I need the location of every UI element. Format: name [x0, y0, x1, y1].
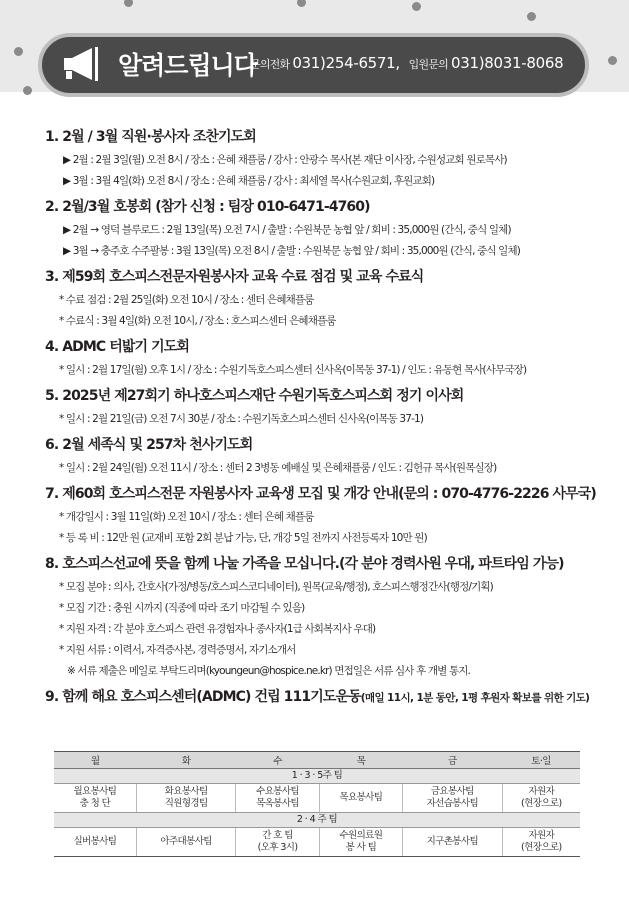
- col-header: 목: [319, 752, 402, 769]
- decor-dot: [608, 56, 617, 65]
- section-3: [45, 268, 605, 328]
- section-item: ▶ 2월 : 2월 3일(월) 오전 8시 / 장소 : 은혜 채플룸 / 강사 : 안광수 목사(본 재단 이사장, 수원성교회 원로목사): [63, 154, 507, 166]
- prayer-schedule-table: [54, 751, 580, 857]
- col-header: 수: [236, 752, 319, 769]
- section-heading: 2. 2월/3월 호봉회 (참가 신청 : 팀장 010-6471-4760): [45, 199, 370, 215]
- group-label: 1 · 3 · 5주 팀: [54, 769, 580, 784]
- table-group-row: [54, 769, 580, 784]
- table-cell: 수원의료원 봉 사 팀: [319, 828, 402, 857]
- col-header: 화: [136, 752, 236, 769]
- section-item: * 수료식 : 3월 4일(화) 오전 10시, / 장소 : 호스피스센터 은혜채플룸: [59, 315, 336, 327]
- admission-number: 031)8031-8068: [450, 54, 564, 72]
- table-row: [54, 784, 580, 813]
- table-cell: 화요봉사팀 직원형경팀: [136, 784, 236, 813]
- table-cell: 간 호 팀 (오후 3시): [236, 828, 319, 857]
- table-cell: 자원자 (현장으로): [502, 784, 580, 813]
- section-item: ▶ 3월 : 3월 4일(화) 오전 8시 / 장소 : 은혜 채플룸 / 강사 : 최세열 목사(수원교회, 후원교회): [63, 175, 435, 187]
- decor-dot: [527, 12, 536, 21]
- megaphone-icon: [58, 44, 106, 84]
- section-item: * 일시 : 2월 24일(월) 오전 11시 / 장소 : 센터 2 3병동 예배실 및 은혜채플룸 / 인도 : 김헌규 목사(원목실장): [59, 462, 497, 474]
- section-5: [45, 387, 605, 426]
- section-item: * 모집 분야 : 의사, 간호사(가정/병동/호스피스코디네이터), 원목(교육/행정), 호스피스행정간사(행정/기획): [59, 581, 493, 593]
- section-item: * 모집 기간 : 충원 시까지 (직종에 따라 조기 마감될 수 있음): [59, 602, 305, 614]
- section-1: [45, 128, 605, 188]
- decor-dot: [23, 86, 32, 95]
- section-note: ※ 서류 제출은 메일로 부탁드리며(kyoungeun@hospice.ne.kr) 면접일은 서류 심사 후 개별 통지.: [67, 665, 471, 677]
- section-4: [45, 338, 605, 377]
- phone-label: 문의전화: [250, 58, 290, 71]
- table-cell: 지구촌봉사팀: [403, 828, 503, 857]
- col-header: 토·일: [502, 752, 580, 769]
- admission-label: 입원문의: [408, 58, 448, 71]
- decor-dot: [412, 2, 421, 11]
- table-group-row: [54, 813, 580, 828]
- section-item: * 지원 자격 : 각 분야 호스피스 관련 유경험자나 종사자(1급 사회복지사 우대): [59, 623, 376, 635]
- contact-info: [250, 54, 563, 72]
- section-heading: 8. 호스피스선교에 뜻을 함께 나눌 가족을 모십니다.(각 분야 경력사원 우대, 파트타임 가능): [45, 556, 564, 572]
- section-8: [45, 555, 605, 678]
- section-heading: [45, 688, 605, 707]
- notice-content: [45, 118, 605, 707]
- section-item: * 지원 서류 : 이력서, 자격증사본, 경력증명서, 자기소개서: [59, 644, 296, 656]
- table-row: [54, 828, 580, 857]
- section-heading: 4. ADMC 터밟기 기도회: [45, 339, 189, 355]
- section-9-note: (매일 11시, 1분 동안, 1평 후원자 확보를 위한 기도): [360, 692, 590, 704]
- table-cell: 실버봉사팀: [54, 828, 136, 857]
- section-item: * 일시 : 2월 17일(월) 오후 1시 / 장소 : 수원기독호스피스센터 신사옥(이목동 37-1) / 인도 : 유동현 목사(사무국장): [59, 364, 527, 376]
- table-cell: 목요봉사팀: [319, 784, 402, 813]
- phone-number: 031)254-6571,: [292, 54, 400, 72]
- section-item: * 개강일시 : 3월 11일(화) 오전 10시 / 장소 : 센터 은혜 채플룸: [59, 511, 314, 523]
- section-6: [45, 436, 605, 475]
- section-item: * 일시 : 2월 21일(금) 오전 7시 30분 / 장소 : 수원기독호스피스센터 신사옥(이목동 37-1): [59, 413, 424, 425]
- section-2: [45, 198, 605, 258]
- table-cell: 수요봉사팀 목옥봉사팀: [236, 784, 319, 813]
- section-heading: 6. 2월 세족식 및 257차 천사기도회: [45, 437, 253, 453]
- section-heading: 5. 2025년 제27회기 하나호스피스재단 수원기독호스피스회 정기 이사회: [45, 388, 464, 404]
- section-7: [45, 485, 605, 545]
- table-cell: 월요봉사팀 충 청 단: [54, 784, 136, 813]
- section-heading: 1. 2월 / 3월 직원·봉사자 조찬기도회: [45, 129, 256, 145]
- section-heading: 7. 제60회 호스피스전문 자원봉사자 교육생 모집 및 개강 안내(문의 : 070-4776-2226 사무국): [45, 486, 596, 502]
- section-9: [45, 688, 605, 707]
- group-label: 2 · 4 주 팀: [54, 813, 580, 828]
- section-item: * 수료 점검 : 2월 25일(화) 오전 10시 / 장소 : 센터 은혜채플룸: [59, 294, 314, 306]
- section-item: ▶ 2월 → 영덕 블루로드 : 2월 13일(목) 오전 7시 / 출발 : 수원북문 농협 앞 / 회비 : 35,000원 (간식, 중식 일체): [63, 224, 511, 236]
- decor-dot: [14, 47, 23, 56]
- section-9-title: 9. 함께 해요 호스피스센터(ADMC) 건립 111기도운동: [45, 689, 361, 705]
- table-header-row: [54, 752, 580, 769]
- section-item: ▶ 3월 → 충주호 수주팔봉 : 3월 13일(목) 오전 8시 / 출발 : 수원북문 농협 앞 / 회비 : 35,000원 (간식, 중식 일체): [63, 245, 520, 257]
- table-cell: 아주대봉사팀: [136, 828, 236, 857]
- col-header: 금: [403, 752, 503, 769]
- section-item: * 등 록 비 : 12만 원 (교재비 포함 2회 분납 가능, 단, 개강 5일 전까지 사전등록자 10만 원): [59, 532, 427, 544]
- col-header: 월: [54, 752, 136, 769]
- section-heading: 3. 제59회 호스피스전문자원봉사자 교육 수료 점검 및 교육 수료식: [45, 269, 424, 285]
- table-cell: 금요봉사팀 자선습봉사팀: [403, 784, 503, 813]
- table-cell: 자원자 (현장으로): [502, 828, 580, 857]
- banner-title: 알려드립니다: [118, 51, 257, 80]
